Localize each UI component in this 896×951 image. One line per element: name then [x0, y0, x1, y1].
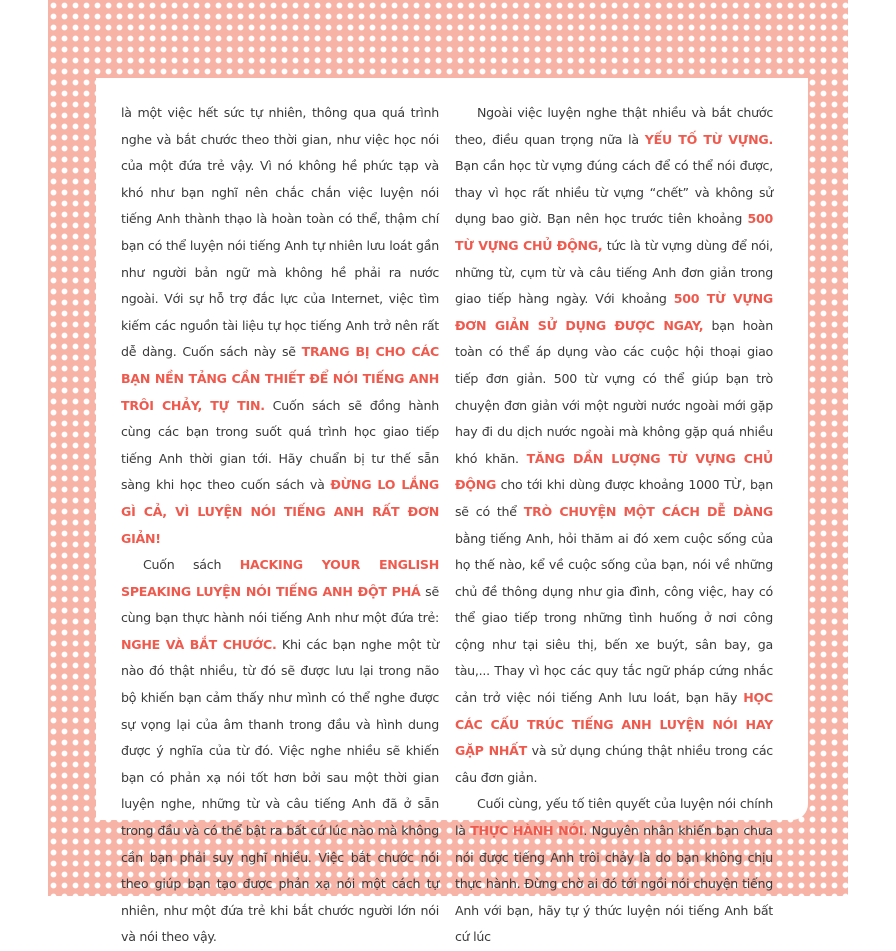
left-column — [121, 100, 439, 951]
highlight-text: ĐỪNG LO LẮNG GÌ CẢ, VÌ LUYỆN NÓI TIẾNG ANH RẤT ĐƠN GIẢN! — [121, 477, 440, 546]
right-paragraph-1 — [455, 100, 773, 791]
highlight-text: 500 TỪ VỰNG ĐƠN GIẢN SỬ DỤNG ĐƯỢC NGAY, — [455, 291, 773, 333]
body-text: bằng tiếng Anh, hỏi thăm ai đó xem cuộc sống của họ thế nào, kể về cuộc sống của bạn, nói về những chủ đề thông dụng như gia đình, công việc, hay có thể giao tiếp trong những tình huống ở nơi công cộng như tại siêu thị, bến xe buýt, sân bay, ga tàu,... Thay vì học các quy tắc ngữ pháp cứng nhắc cản trở việc nói tiếng Anh lưu loát, bạn hãy — [455, 530, 773, 706]
book-page — [96, 78, 808, 945]
highlight-text: TĂNG DẦN LƯỢNG TỪ VỰNG CHỦ ĐỘNG — [455, 450, 773, 493]
highlight-text: YẾU TỐ TỪ VỰNG. — [644, 131, 773, 147]
body-text: sẽ cùng bạn thực hành nói tiếng Anh như một đứa trẻ: — [121, 583, 439, 626]
body-text: Bạn cần học từ vựng đúng cách để có thể nói được, thay vì học rất nhiều từ vựng “chết” và không sử dụng bao giờ. Bạn nên học trước tiên khoảng — [455, 158, 773, 227]
highlight-text: THỰC HÀNH NÓI — [470, 823, 584, 839]
body-text: Cuốn sách — [143, 557, 240, 573]
highlight-text: HỌC CÁC CẤU TRÚC TIẾNG ANH LUYỆN NÓI HAY GẶP NHẤT — [455, 690, 773, 759]
body-text: tức là từ vựng dùng để nói, những từ, cụm từ và câu tiếng Anh đơn giản trong giao tiếp hàng ngày. Với khoảng — [455, 237, 774, 307]
highlight-text: TRÒ CHUYỆN MỘT CÁCH DỄ DÀNG — [523, 503, 774, 519]
body-text: Khi các bạn nghe một từ nào đó thật nhiều, từ đó sẽ được lưu lại trong não bộ khiến bạn cảm thấy như mình có thể nghe được sự vọng lại của âm thanh trong đầu và hình dung được ý nghĩa của từ đó. Việc nghe nhiều sẽ khiến bạn có phản xạ nói tốt hơn bởi sau một thời gian luyện nghe, những từ và câu tiếng Anh đã ở sẵn trong đầu và có thể bật ra bất cứ lúc nào mà không cần bạn phải suy nghĩ nhiều. Việc bắt chước nói theo giúp bạn tạo được phản xạ nói một cách tự nhiên, như một đứa trẻ khi bắt chước người lớn nói và nói theo vậy. — [121, 636, 439, 945]
highlight-text: HACKING YOUR ENGLISH SPEAKING LUYỆN NÓI TIẾNG ANH ĐỘT PHÁ — [121, 557, 439, 599]
right-column — [455, 100, 773, 951]
body-text: . Nguyên nhân khiến bạn chưa nói được tiếng Anh trôi chảy là do bạn không chịu thực hành. Đừng chờ ai đó tới ngồi nói chuyện tiếng Anh với bạn, hãy tự ý thức luyện nói tiếng Anh bất cứ lúc — [455, 823, 773, 945]
body-text: là một việc hết sức tự nhiên, thông qua quá trình nghe và bắt chước theo thời gian, như việc học nói của một đứa trẻ vậy. Vì nó không hề phức tạp và khó như bạn nghĩ nên chắc chắn việc luyện nói tiếng Anh thành thạo là hoàn toàn có thể, thậm chí bạn có thể luyện nói tiếng Anh tự nhiên lưu loát gần như người bản ngữ mà không hề phải ra nước ngoài. Với sự hỗ trợ đắc lực của Internet, việc tìm kiếm các nguồn tài liệu tự học tiếng Anh trở nên rất dễ dàng. Cuốn sách này sẽ — [121, 105, 439, 360]
body-text: Ngoài việc luyện nghe thật nhiều và bắt chước theo, điều quan trọng nữa là — [455, 105, 773, 147]
body-text: Cuốn sách sẽ đồng hành cùng các bạn trong suốt quá trình học giao tiếp tiếng Anh thời gian tới. Hãy chuẩn bị tư thế sẵn sàng khi học theo cuốn sách và — [121, 397, 439, 493]
body-text: Cuối cùng, yếu tố tiên quyết của luyện nói chính là — [455, 796, 773, 839]
right-paragraph-2 — [455, 791, 773, 951]
body-text: và sử dụng chúng thật nhiều trong các câu đơn giản. — [455, 743, 773, 785]
left-paragraph-2 — [121, 552, 439, 951]
body-text: bạn hoàn toàn có thể áp dụng vào các cuộc hội thoại giao tiếp đơn giản. 500 từ vựng có thể giúp bạn trò chuyện đơn giản với một người nước ngoài mới gặp hay đi du dịch nước ngoài mà không gặp quá nhiều khó khăn. — [455, 317, 774, 466]
body-text: cho tới khi dùng được khoảng 1000 TỪ, bạn sẽ có thể — [455, 477, 773, 519]
highlight-text: TRANG BỊ CHO CÁC BẠN NỀN TẢNG CẦN THIẾT ĐỂ NÓI TIẾNG ANH TRÔI CHẢY, TỰ TIN. — [121, 344, 439, 413]
highlight-text: 500 TỪ VỰNG CHỦ ĐỘNG, — [455, 211, 773, 253]
highlight-text: NGHE VÀ BẮT CHƯỚC. — [121, 636, 277, 652]
left-paragraph-1 — [121, 100, 439, 552]
